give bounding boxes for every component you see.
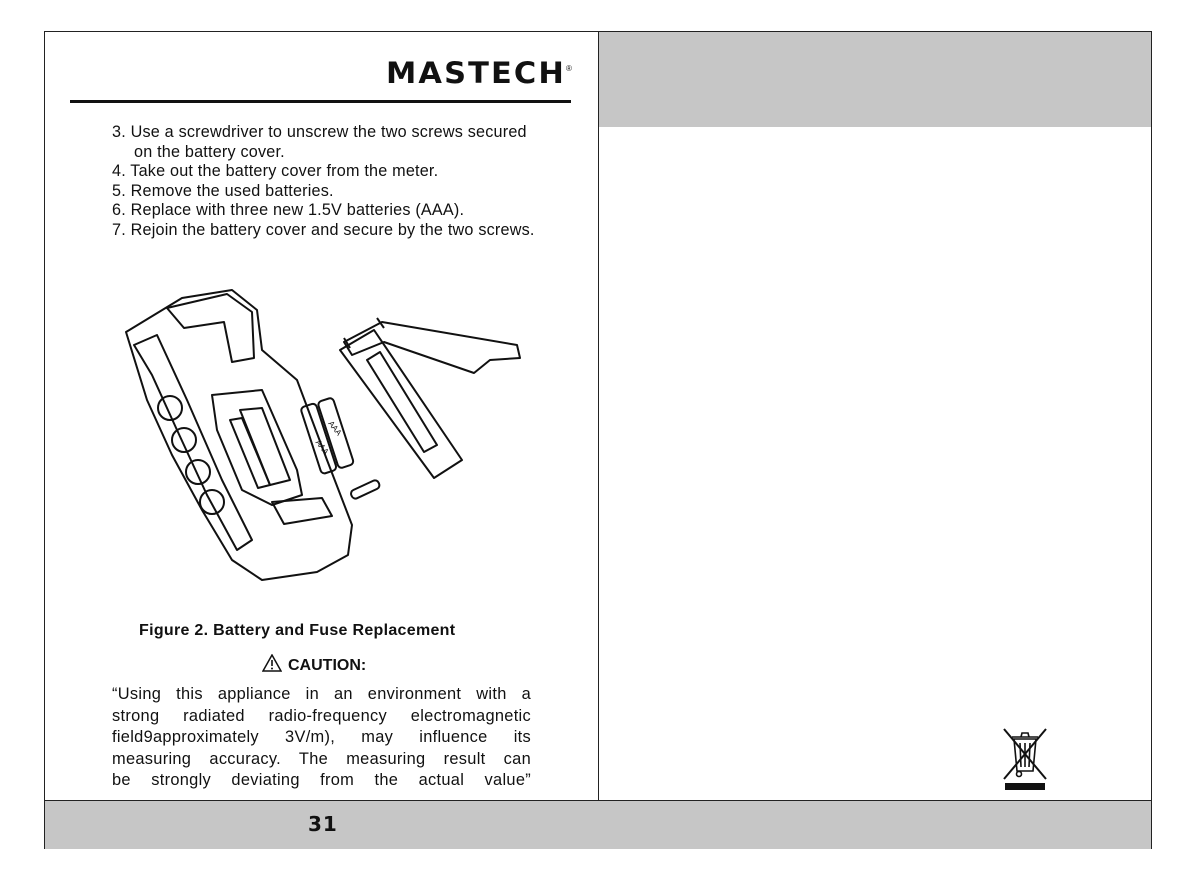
meter-button <box>186 460 210 484</box>
battery-label: AAA <box>326 419 344 438</box>
meter-side-panel <box>134 335 252 550</box>
caution-heading <box>262 654 366 675</box>
instruction-steps <box>112 123 542 241</box>
column-divider <box>598 32 599 800</box>
page-number: 31 <box>308 812 338 836</box>
step-item: 5. Remove the used batteries. <box>112 181 334 200</box>
meter-button <box>172 428 196 452</box>
meter-top-clamp <box>167 294 254 362</box>
step-item: 3. Use a screwdriver to unscrew the two screws secured on the battery cover. <box>112 123 527 161</box>
brand-logo: MASTECH <box>386 56 566 90</box>
registered-mark: ® <box>566 64 572 73</box>
caution-line: “Using this appliance in an environment with a <box>112 685 531 703</box>
caution-line: strong radiated radio-frequency electromagnetic <box>112 706 531 725</box>
step-item: 4. Take out the battery cover from the meter. <box>112 162 439 181</box>
figure-caption: Figure 2. Battery and Fuse Replacement <box>139 622 456 639</box>
battery-replacement-illustration <box>112 280 532 610</box>
crossed-out-bin-icon <box>1000 725 1050 793</box>
right-header-band <box>599 32 1151 127</box>
caution-paragraph <box>112 684 531 792</box>
fuse <box>350 479 381 500</box>
step-item: 6. Replace with three new 1.5V batteries (AAA). <box>112 201 465 220</box>
fuse-holder <box>272 498 332 524</box>
meter-button <box>200 490 224 514</box>
page-footer <box>45 800 1151 849</box>
caution-title: CAUTION: <box>288 657 367 674</box>
caution-line: measuring accuracy. The measuring result can <box>112 749 531 768</box>
step-item: 7. Rejoin the battery cover and secure by the two screws. <box>112 220 535 239</box>
meter-body <box>126 290 352 580</box>
header-rule <box>70 100 571 103</box>
caution-line: be strongly deviating from the actual value” <box>112 771 531 789</box>
warning-triangle-icon <box>262 654 282 672</box>
caution-line: field9approximately 3V/m), may influence its <box>112 728 531 746</box>
battery-label: AAA <box>313 438 331 457</box>
right-border <box>1151 127 1152 800</box>
